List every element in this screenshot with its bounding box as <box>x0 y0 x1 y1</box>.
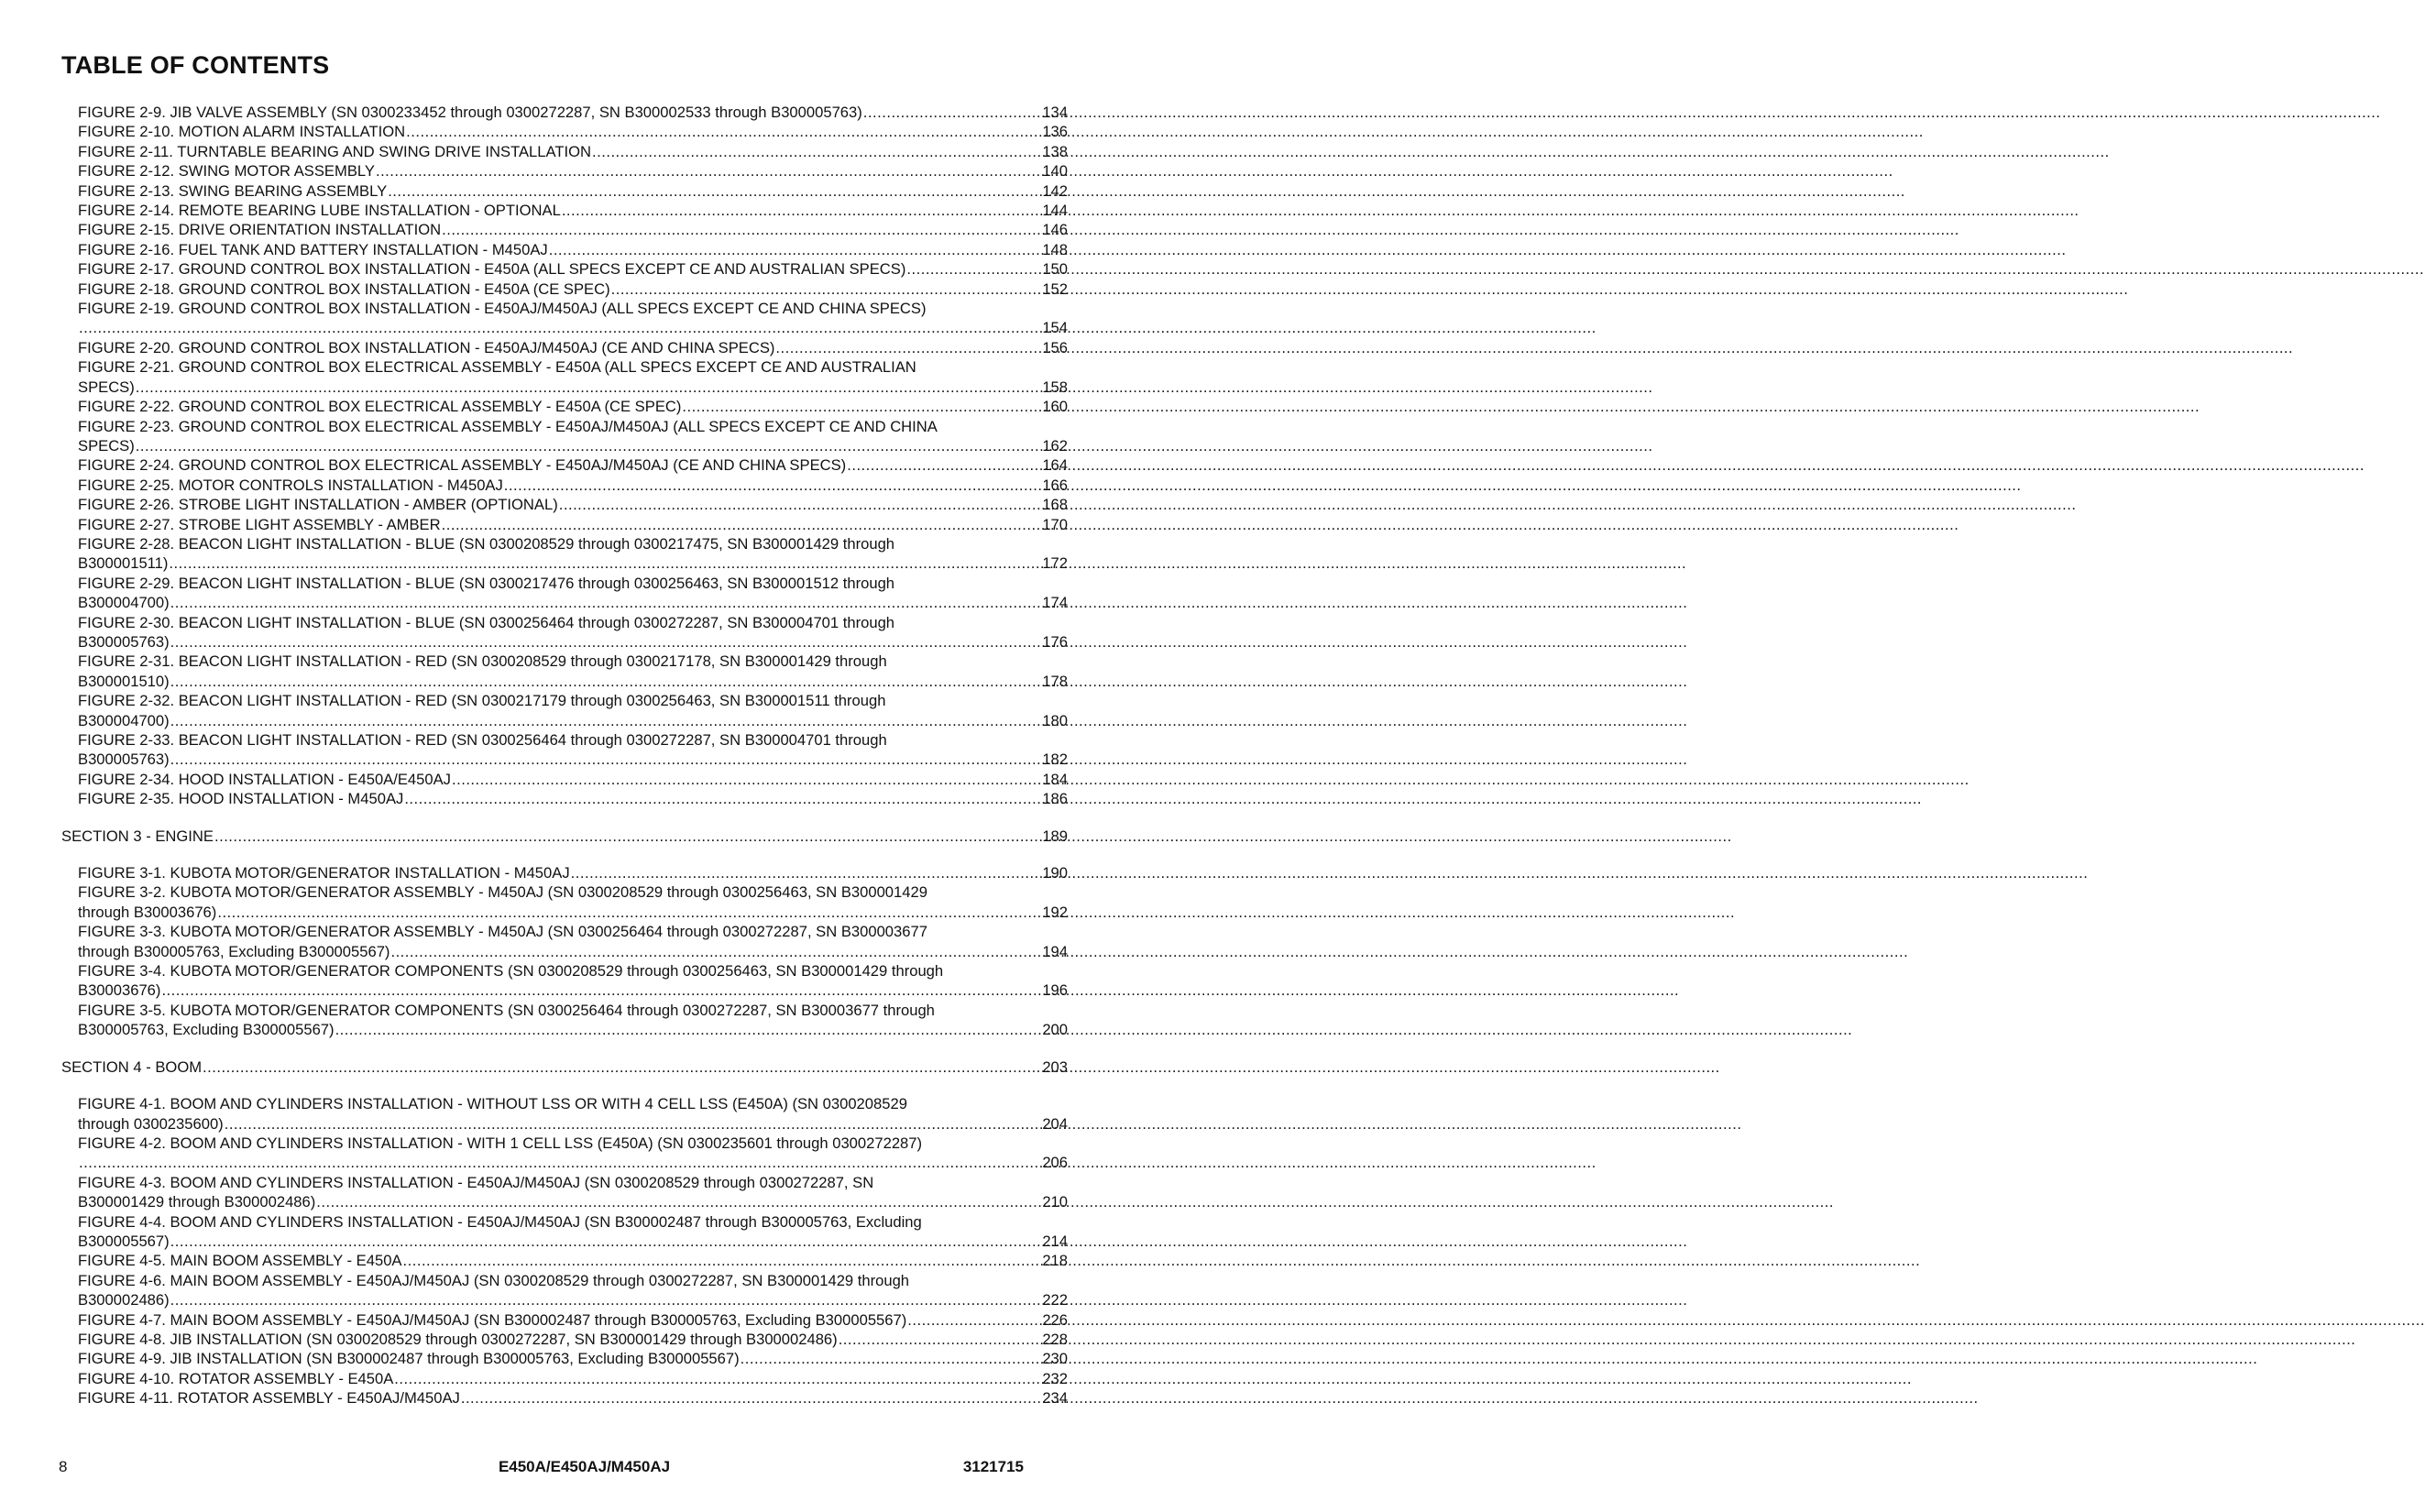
toc-page-number: 152 <box>1042 279 1068 298</box>
toc-page-number: 134 <box>1042 104 1068 121</box>
toc-entry-text: B300001510) <box>78 672 170 690</box>
toc-figure-entry[interactable] <box>61 417 1068 456</box>
dot-leader <box>592 142 1041 161</box>
toc-figure-entry[interactable] <box>61 922 1068 961</box>
toc-page-number: 164 <box>1042 456 1068 475</box>
toc-entry-text: B300004700) <box>78 711 170 729</box>
toc-figure-entry[interactable] <box>61 961 1068 1001</box>
toc-figure-entry[interactable] <box>61 476 1068 495</box>
toc-entry-text: FIGURE 4-7. MAIN BOOM ASSEMBLY - E450AJ/M450AJ (SN B300002487 through B300005763, Excluding B300005567) <box>78 1310 907 1329</box>
toc-entry-text: FIGURE 4-10. ROTATOR ASSEMBLY - E450A <box>78 1369 394 1387</box>
toc-entry-text: B300004700) <box>78 594 170 612</box>
toc-page-number: 232 <box>1042 1369 1068 1387</box>
toc-entry-text: FIGURE 2-33. BEACON LIGHT INSTALLATION - RED (SN 0300256464 through 0300272287, SN B300004701 through <box>78 731 887 749</box>
toc-figure-entry[interactable] <box>61 299 1068 338</box>
dot-leader <box>559 495 1042 514</box>
dot-leader <box>214 827 1041 846</box>
toc-page-number: 182 <box>1042 751 1068 769</box>
toc-figure-entry[interactable] <box>61 770 1068 789</box>
toc-entry-text: FIGURE 2-29. BEACON LIGHT INSTALLATION - BLUE (SN 0300217476 through 0300256463, SN B300001512 through <box>78 574 895 592</box>
footer-model: E450A/E450AJ/M450AJ <box>498 1458 671 1475</box>
toc-figure-entry[interactable] <box>61 495 1068 514</box>
dot-leader <box>863 103 1042 122</box>
toc-entry-text: FIGURE 3-3. KUBOTA MOTOR/GENERATOR ASSEMBLY - M450AJ (SN 0300256464 through 0300272287, SN B300003677 <box>78 923 927 941</box>
toc-figure-entry[interactable] <box>61 122 1068 141</box>
toc-figure-entry[interactable] <box>61 1094 1068 1134</box>
dot-leader <box>136 436 1042 455</box>
toc-page-number: 176 <box>1042 632 1068 651</box>
toc-section-entry[interactable] <box>61 1057 1068 1077</box>
dot-leader <box>170 1290 1042 1309</box>
toc-page-number: 140 <box>1042 162 1068 181</box>
table-of-contents <box>61 103 1068 1408</box>
toc-page-number: 214 <box>1042 1232 1068 1250</box>
toc-figure-entry[interactable] <box>61 1310 1068 1330</box>
toc-page-number: 190 <box>1042 864 1068 882</box>
toc-entry-text: FIGURE 2-30. BEACON LIGHT INSTALLATION - BLUE (SN 0300256464 through 0300272287, SN B300004701 through <box>78 613 895 631</box>
toc-entry-text: FIGURE 2-21. GROUND CONTROL BOX ELECTRICAL ASSEMBLY - E450A (ALL SPECS EXCEPT CE AND AUSTRALIAN <box>78 358 916 377</box>
toc-entry-text: FIGURE 2-13. SWING BEARING ASSEMBLY <box>78 181 388 200</box>
toc-entry-text: FIGURE 2-15. DRIVE ORIENTATION INSTALLATION <box>78 221 442 239</box>
toc-entry-text: through 0300235600) <box>78 1114 224 1133</box>
dot-leader <box>906 259 1041 279</box>
toc-page-number: 168 <box>1042 496 1068 514</box>
dot-leader <box>170 632 1042 652</box>
toc-entry-text: FIGURE 2-23. GROUND CONTROL BOX ELECTRICAL ASSEMBLY - E450AJ/M450AJ (ALL SPECS EXCEPT CE AND CHINA <box>78 417 938 435</box>
dot-leader <box>404 789 1041 808</box>
dot-leader <box>442 515 1042 534</box>
toc-figure-entry[interactable] <box>61 1388 1068 1408</box>
dot-leader <box>169 553 1041 573</box>
toc-figure-entry[interactable] <box>61 161 1068 181</box>
dot-leader <box>161 981 1041 1000</box>
dot-leader <box>839 1330 1042 1349</box>
toc-page-number: 230 <box>1042 1350 1068 1368</box>
toc-entry-text: FIGURE 2-10. MOTION ALARM INSTALLATION <box>78 123 406 141</box>
toc-entry-text: FIGURE 2-27. STROBE LIGHT ASSEMBLY - AMBER <box>78 515 441 533</box>
toc-entry-text: FIGURE 2-9. JIB VALVE ASSEMBLY (SN 0300233452 through 0300272287, SN B300002533 through B300005763) <box>78 104 862 121</box>
toc-page-number: 136 <box>1042 123 1068 141</box>
toc-page-number: 226 <box>1042 1310 1068 1329</box>
dot-leader <box>549 240 1042 259</box>
toc-page-number: 156 <box>1042 338 1068 356</box>
toc-figure-entry[interactable] <box>61 1330 1068 1349</box>
dot-leader <box>79 318 1041 337</box>
dot-leader <box>335 1020 1042 1039</box>
toc-figure-entry[interactable] <box>61 1369 1068 1388</box>
toc-page-number: 150 <box>1042 260 1068 279</box>
toc-figure-entry[interactable] <box>61 259 1068 279</box>
toc-figure-entry[interactable] <box>61 220 1068 239</box>
toc-entry-text: through B30003676) <box>78 903 217 921</box>
toc-page-number: 154 <box>1042 319 1068 337</box>
toc-entry-text: FIGURE 2-26. STROBE LIGHT INSTALLATION - AMBER (OPTIONAL) <box>78 496 558 514</box>
toc-entry-text: FIGURE 4-8. JIB INSTALLATION (SN 0300208529 through 0300272287, SN B300001429 through B300002486) <box>78 1330 838 1348</box>
toc-figure-entry[interactable] <box>61 613 1068 652</box>
toc-entry-text: FIGURE 2-20. GROUND CONTROL BOX INSTALLATION - E450AJ/M450AJ (CE AND CHINA SPECS) <box>78 338 775 356</box>
toc-figure-entry[interactable] <box>61 1251 1068 1270</box>
toc-figure-entry[interactable] <box>61 240 1068 259</box>
toc-figure-entry[interactable] <box>61 279 1068 299</box>
toc-page-number: 178 <box>1042 672 1068 690</box>
toc-figure-entry[interactable] <box>61 534 1068 574</box>
toc-entry-text: B300005763) <box>78 632 170 651</box>
toc-entry-text: B30003676) <box>78 981 161 1000</box>
dot-leader <box>611 279 1042 299</box>
toc-page-number: 142 <box>1042 181 1068 200</box>
toc-figure-entry[interactable] <box>61 515 1068 534</box>
toc-entry-text: B300005763) <box>78 751 170 769</box>
toc-page-number: 144 <box>1042 202 1068 220</box>
toc-page-number: 174 <box>1042 594 1068 612</box>
toc-entry-text: B300001429 through B300002486) <box>78 1193 316 1211</box>
toc-page-number: 146 <box>1042 221 1068 239</box>
dot-leader <box>847 455 1041 475</box>
dot-leader <box>170 593 1042 612</box>
toc-figure-entry[interactable] <box>61 1212 1068 1252</box>
toc-page-number: 189 <box>1042 827 1068 845</box>
dot-leader <box>316 1192 1041 1211</box>
dot-leader <box>203 1057 1041 1077</box>
toc-figure-entry[interactable] <box>61 1173 1068 1212</box>
toc-entry-text: B300001511) <box>78 554 169 573</box>
toc-entry-text: FIGURE 2-11. TURNTABLE BEARING AND SWING DRIVE INSTALLATION <box>78 142 591 160</box>
toc-page-number: 196 <box>1042 981 1068 1000</box>
toc-figure-entry[interactable] <box>61 181 1068 201</box>
toc-page-number: 200 <box>1042 1021 1068 1039</box>
toc-page-number: 138 <box>1042 142 1068 160</box>
toc-figure-entry[interactable] <box>61 691 1068 730</box>
toc-figure-entry[interactable] <box>61 1349 1068 1368</box>
dot-leader <box>682 397 1041 416</box>
toc-entry-text: FIGURE 4-2. BOOM AND CYLINDERS INSTALLATION - WITH 1 CELL LSS (E450A) (SN 0300235601 through 0300272287) <box>78 1134 923 1152</box>
toc-page-number: 170 <box>1042 515 1068 533</box>
dot-leader <box>390 942 1041 961</box>
toc-entry-text: FIGURE 2-24. GROUND CONTROL BOX ELECTRICAL ASSEMBLY - E450AJ/M450AJ (CE AND CHINA SPECS) <box>78 456 847 475</box>
toc-entry-text: FIGURE 4-9. JIB INSTALLATION (SN B300002487 through B300005763, Excluding B300005567) <box>78 1350 740 1368</box>
toc-figure-entry[interactable] <box>61 730 1068 770</box>
toc-page-number: 194 <box>1042 942 1068 960</box>
toc-figure-entry[interactable] <box>61 201 1068 220</box>
dot-leader <box>170 750 1042 769</box>
dot-leader <box>79 1153 1041 1172</box>
toc-entry-text: B300005567) <box>78 1232 170 1250</box>
dot-leader <box>571 863 1042 882</box>
dot-leader <box>504 476 1042 495</box>
toc-page-number: 180 <box>1042 711 1068 729</box>
dot-leader <box>775 338 1041 357</box>
dot-leader <box>741 1349 1042 1368</box>
dot-leader <box>406 122 1041 141</box>
toc-entry-text: FIGURE 2-12. SWING MOTOR ASSEMBLY <box>78 162 375 181</box>
toc-figure-entry[interactable] <box>61 652 1068 691</box>
footer-page-number: 8 <box>59 1458 68 1475</box>
page-title: TABLE OF CONTENTS <box>61 51 330 79</box>
toc-entry-text: FIGURE 2-35. HOOD INSTALLATION - M450AJ <box>78 790 404 808</box>
toc-figure-entry[interactable] <box>61 397 1068 416</box>
toc-figure-entry[interactable] <box>61 574 1068 613</box>
toc-figure-entry[interactable] <box>61 103 1068 122</box>
toc-figure-entry[interactable] <box>61 1134 1068 1173</box>
dot-leader <box>907 1310 1041 1330</box>
dot-leader <box>217 903 1041 922</box>
dot-leader <box>562 201 1042 220</box>
dot-leader <box>388 181 1041 201</box>
footer-doc-number: 3121715 <box>962 1458 1024 1475</box>
toc-entry-text: FIGURE 2-18. GROUND CONTROL BOX INSTALLATION - E450A (CE SPEC) <box>78 279 610 298</box>
toc-entry-text: FIGURE 2-22. GROUND CONTROL BOX ELECTRICAL ASSEMBLY - E450A (CE SPEC) <box>78 398 682 416</box>
toc-figure-entry[interactable] <box>61 1271 1068 1310</box>
toc-entry-text: FIGURE 3-2. KUBOTA MOTOR/GENERATOR ASSEMBLY - M450AJ (SN 0300208529 through 0300256463, SN B300001429 <box>78 883 927 902</box>
toc-entry-text: FIGURE 2-19. GROUND CONTROL BOX INSTALLATION - E450AJ/M450AJ (ALL SPECS EXCEPT CE AND CHINA SPECS) <box>78 300 927 318</box>
toc-entry-text: FIGURE 4-1. BOOM AND CYLINDERS INSTALLATION - WITHOUT LSS OR WITH 4 CELL LSS (E450A) (SN 0300208529 <box>78 1095 907 1113</box>
toc-entry-text: FIGURE 4-11. ROTATOR ASSEMBLY - E450AJ/M450AJ <box>78 1389 460 1408</box>
toc-entry-text: FIGURE 3-1. KUBOTA MOTOR/GENERATOR INSTALLATION - M450AJ <box>78 864 570 882</box>
toc-section-entry[interactable] <box>61 827 1068 846</box>
toc-entry-text: FIGURE 3-4. KUBOTA MOTOR/GENERATOR COMPONENTS (SN 0300208529 through 0300256463, SN B300001429 through <box>78 962 944 981</box>
dot-leader <box>170 672 1042 691</box>
toc-entry-text: FIGURE 2-28. BEACON LIGHT INSTALLATION - BLUE (SN 0300208529 through 0300217475, SN B300001429 through <box>78 534 895 553</box>
toc-entry-text: FIGURE 4-6. MAIN BOOM ASSEMBLY - E450AJ/M450AJ (SN 0300208529 through 0300272287, SN B300001429 through <box>78 1271 910 1289</box>
toc-entry-text: FIGURE 4-5. MAIN BOOM ASSEMBLY - E450A <box>78 1252 402 1270</box>
toc-entry-text: B300005763, Excluding B300005567) <box>78 1021 335 1039</box>
toc-entry-text: SPECS) <box>78 436 135 455</box>
dot-leader <box>442 220 1041 239</box>
toc-figure-entry[interactable] <box>61 455 1068 475</box>
dot-leader <box>376 161 1041 181</box>
toc-page-number: 206 <box>1042 1154 1068 1172</box>
toc-entry-text: FIGURE 2-16. FUEL TANK AND BATTERY INSTALLATION - M450AJ <box>78 240 548 258</box>
document-page <box>0 0 1169 1512</box>
dot-leader <box>394 1369 1041 1388</box>
toc-page-number: 172 <box>1042 554 1068 573</box>
toc-entry-text: SECTION 3 - ENGINE <box>61 827 214 845</box>
toc-entry-text: FIGURE 4-4. BOOM AND CYLINDERS INSTALLATION - E450AJ/M450AJ (SN B300002487 through B300005763, Excluding <box>78 1212 922 1231</box>
toc-page-number: 204 <box>1042 1114 1068 1133</box>
toc-figure-entry[interactable] <box>61 1001 1068 1040</box>
toc-page-number: 186 <box>1042 790 1068 808</box>
toc-page-number: 203 <box>1042 1057 1068 1076</box>
toc-page-number: 222 <box>1042 1291 1068 1309</box>
toc-figure-entry[interactable] <box>61 357 1068 397</box>
toc-figure-entry[interactable] <box>61 142 1068 161</box>
toc-entry-text: FIGURE 2-31. BEACON LIGHT INSTALLATION - RED (SN 0300208529 through 0300217178, SN B300001429 through <box>78 652 887 671</box>
toc-page-number: 162 <box>1042 436 1068 455</box>
toc-page-number: 192 <box>1042 903 1068 921</box>
toc-page-number: 166 <box>1042 476 1068 494</box>
toc-figure-entry[interactable] <box>61 882 1068 922</box>
dot-leader <box>225 1114 1042 1134</box>
toc-entry-text: FIGURE 4-3. BOOM AND CYLINDERS INSTALLATION - E450AJ/M450AJ (SN 0300208529 through 0300272287, SN <box>78 1173 874 1191</box>
dot-leader <box>461 1388 1041 1408</box>
toc-entry-text: B300002486) <box>78 1291 170 1309</box>
toc-entry-text: FIGURE 2-34. HOOD INSTALLATION - E450A/E450AJ <box>78 770 451 788</box>
toc-page-number: 234 <box>1042 1389 1068 1408</box>
dot-leader <box>170 711 1042 730</box>
toc-page-number: 158 <box>1042 378 1068 396</box>
toc-entry-text: through B300005763, Excluding B300005567) <box>78 942 390 960</box>
toc-page-number: 184 <box>1042 770 1068 788</box>
dot-leader <box>403 1251 1042 1270</box>
toc-figure-entry[interactable] <box>61 863 1068 882</box>
toc-page-number: 210 <box>1042 1193 1068 1211</box>
toc-entry-text: FIGURE 2-32. BEACON LIGHT INSTALLATION - RED (SN 0300217179 through 0300256463, SN B300001511 through <box>78 692 886 710</box>
toc-entry-text: SECTION 4 - BOOM <box>61 1057 203 1076</box>
toc-entry-text: SPECS) <box>78 378 135 396</box>
toc-page-number: 160 <box>1042 398 1068 416</box>
toc-entry-text: FIGURE 2-17. GROUND CONTROL BOX INSTALLATION - E450A (ALL SPECS EXCEPT CE AND AUSTRALIAN SPECS) <box>78 260 906 279</box>
toc-figure-entry[interactable] <box>61 789 1068 808</box>
toc-page-number: 218 <box>1042 1252 1068 1270</box>
toc-entry-text: FIGURE 2-14. REMOTE BEARING LUBE INSTALLATION - OPTIONAL <box>78 202 561 220</box>
toc-entry-text: FIGURE 3-5. KUBOTA MOTOR/GENERATOR COMPONENTS (SN 0300256464 through 0300272287, SN B30003677 through <box>78 1001 935 1019</box>
toc-entry-text: FIGURE 2-25. MOTOR CONTROLS INSTALLATION - M450AJ <box>78 476 503 494</box>
toc-page-number: 228 <box>1042 1330 1068 1348</box>
dot-leader <box>136 378 1042 397</box>
toc-figure-entry[interactable] <box>61 338 1068 357</box>
dot-leader <box>170 1232 1042 1251</box>
toc-page-number: 148 <box>1042 240 1068 258</box>
dot-leader <box>452 770 1041 789</box>
